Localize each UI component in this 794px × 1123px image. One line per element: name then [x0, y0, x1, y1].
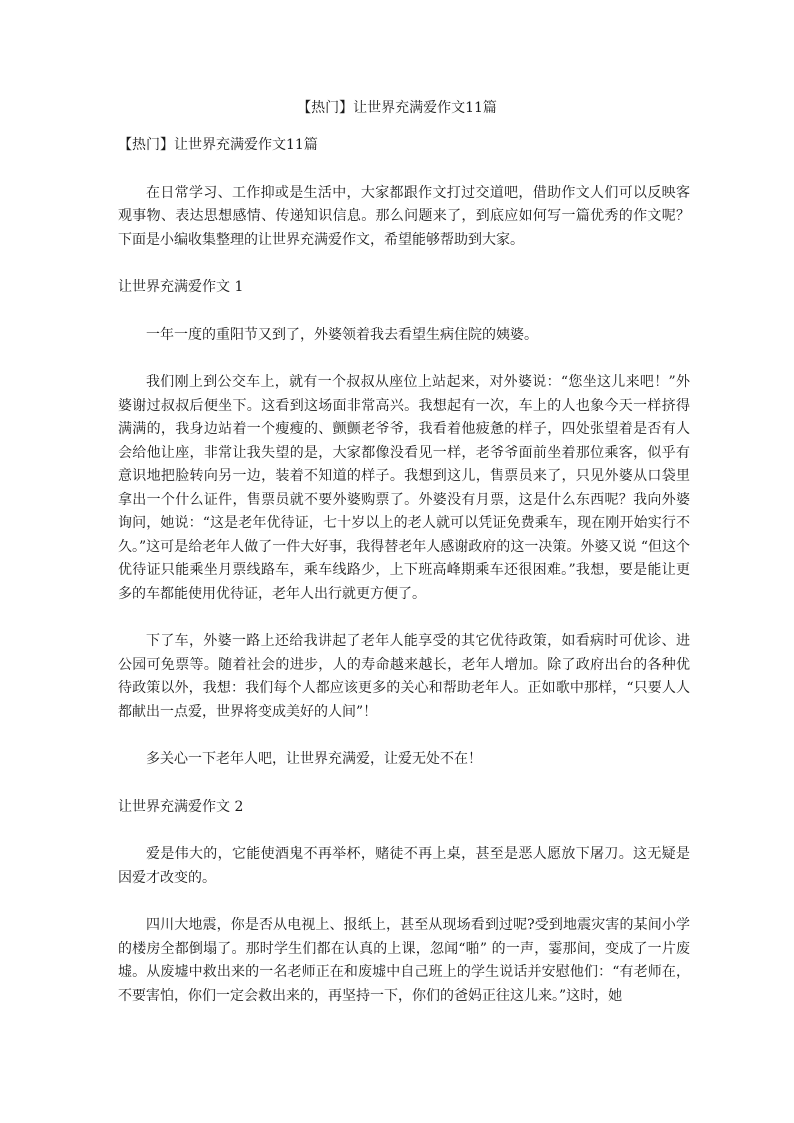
paragraph: 下了车，外婆一路上还给我讲起了老年人能享受的其它优待政策，如看病时可优诊、进公园可免票等。随着社会的进步，人的寿命越来越长，老年人增加。除了政府出台的各种优待政策以外，我想：我们每个人都应该更多的关心和帮助老年人。正如歌中那样，“只要人人都献出一点爱，世界将变成美好的人间”！	[118, 633, 690, 720]
section-heading-2: 让世界充满爱作文 2	[118, 798, 244, 815]
intro-paragraph: 在日常学习、工作抑或是生活中，大家都跟作文打过交道吧，借助作文人们可以反映客观事物、表达思想感情、传递知识信息。那么问题来了，到底应如何写一篇优秀的作文呢？下面是小编收集整理的让世界充满爱作文，希望能够帮助到大家。	[118, 184, 690, 248]
paragraph: 我们刚上到公交车上，就有一个叔叔从座位上站起来，对外婆说：“您坐这儿来吧！”外婆谢过叔叔后便坐下。这看到这场面非常高兴。我想起有一次，车上的人也象今天一样挤得满满的，我身边站着一个瘦瘦的、颤颤老爷爷，我看着他疲惫的样子，四处张望着是否有人会给他让座，非常让我失望的是，大家都像没看见一样，老爷爷面前坐着那位乘客，似乎有意识地把脸转向另一边，装着不知道的样子。我想到这儿，售票员来了，只见外婆从口袋里拿出一个什么证件，售票员就不要外婆购票了。外婆没有月票，这是什么东西呢？我向外婆询问，她说：“这是老年优待证，七十岁以上的老人就可以凭证免费乘车，现在刚开始实行不久。”这可是给老年人做了一件大好事，我得替老年人感谢政府的这一决策。外婆又说 “但这个优待证只能乘坐月票线路车，乘车线路少，上下班高峰期乘车还很困难。”我想，要是能让更多的车都能使用优待证，老年人出行就更方便了。	[118, 374, 690, 602]
document-body	[118, 134, 690, 1032]
paragraph: 多关心一下老年人吧，让世界充满爱，让爱无处不在！	[146, 751, 482, 767]
paragraph: 四川大地震，你是否从电视上、报纸上，甚至从现场看到过呢?受到地震灾害的某间小学的楼房全都倒塌了。那时学生们都在认真的上课，忽闻“啪” 的一声，霎那间，变成了一片废墟。从废墟中救出来的一名老师正在和废墟中自己班上的学生说话并安慰他们：“有老师在，不要害怕，你们一定会救出来的，再坚持一下，你们的爸妈正往这儿来。”这时，她	[118, 917, 690, 1004]
section-heading-1: 让世界充满爱作文 1	[118, 279, 244, 295]
document-title: 【热门】让世界充满爱作文11篇	[297, 100, 497, 116]
document-subtitle: 【热门】让世界充满爱作文11篇	[118, 137, 318, 153]
paragraph: 爱是伟大的，它能使酒鬼不再举杯，赌徒不再上桌，甚至是恶人愿放下屠刀。这无疑是因爱才改变的。	[118, 846, 690, 886]
paragraph: 一年一度的重阳节又到了，外婆领着我去看望生病住院的姨婆。	[146, 326, 538, 343]
